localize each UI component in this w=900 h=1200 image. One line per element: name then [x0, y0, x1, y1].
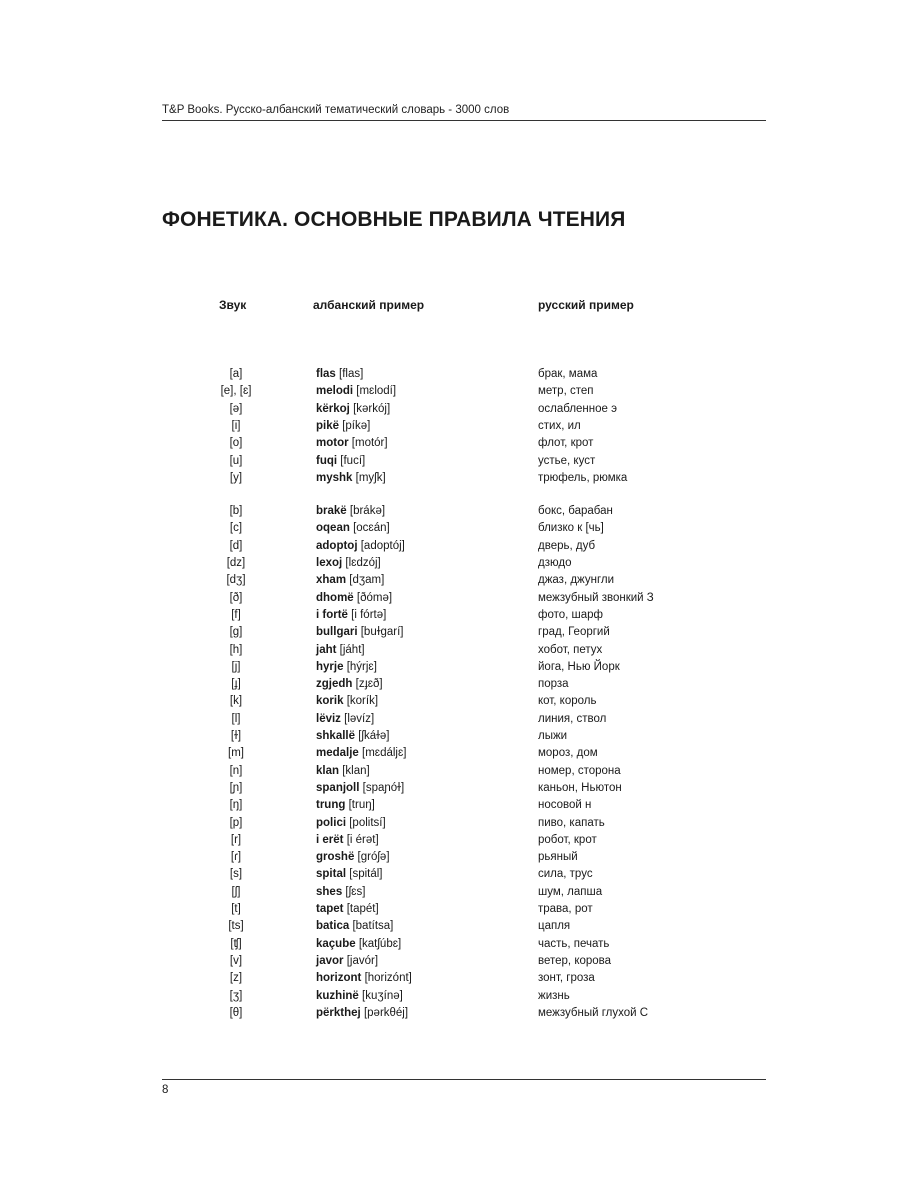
transcription: [myʃk]: [355, 471, 386, 484]
albanian-example-cell: [316, 832, 379, 849]
albanian-example-cell: [316, 988, 403, 1005]
table-row: [0, 555, 900, 572]
albanian-example-cell: [316, 435, 388, 452]
sound-cell: [ŋ]: [229, 799, 243, 812]
albanian-word: medalje: [316, 747, 359, 760]
russian-example-cell: жизнь: [538, 989, 570, 1002]
russian-example-cell: межзубный глухой С: [538, 1006, 649, 1019]
albanian-example-cell: [316, 797, 375, 814]
albanian-word: lëviz: [316, 712, 341, 725]
albanian-example-cell: [316, 918, 393, 935]
albanian-word: tapet: [316, 903, 344, 915]
transcription: [kərkój]: [353, 402, 391, 415]
albanian-example-cell: [316, 520, 390, 537]
table-row: [0, 676, 900, 693]
table-row: [0, 520, 900, 537]
russian-example-cell: ветер, корова: [538, 954, 612, 967]
header-divider: [162, 120, 766, 121]
russian-example-cell: часть, печать: [538, 937, 610, 950]
albanian-example-cell: [316, 418, 370, 435]
albanian-word: batica: [316, 920, 350, 933]
russian-example-cell: стих, ил: [538, 419, 581, 432]
table-row: [0, 572, 900, 589]
russian-example-cell: кот, король: [538, 695, 597, 708]
albanian-example-cell: [316, 659, 377, 676]
transcription: [jáht]: [339, 643, 365, 656]
albanian-word: fuqi: [316, 454, 338, 467]
table-row: [0, 988, 900, 1005]
table-row: [0, 538, 900, 555]
table-row: [0, 884, 900, 901]
table-row: [0, 1005, 900, 1022]
sound-cell: [dʒ]: [226, 574, 246, 587]
albanian-word: pikë: [316, 419, 340, 432]
transcription: [ʃɛs]: [345, 885, 366, 898]
sound-cell: [b]: [229, 505, 243, 518]
sound-cell: [n]: [229, 764, 243, 777]
russian-example-cell: номер, сторона: [538, 764, 621, 777]
table-row: [0, 849, 900, 866]
russian-example-cell: фото, шарф: [538, 608, 604, 621]
russian-example-cell: ослабленное э: [538, 402, 617, 415]
russian-example-cell: носовой н: [538, 799, 592, 812]
albanian-word: brakë: [316, 505, 347, 518]
russian-example-cell: рьяный: [538, 851, 578, 864]
table-row: [0, 453, 900, 470]
sound-cell: [e], [ɛ]: [220, 385, 252, 398]
albanian-word: javor: [316, 954, 344, 967]
albanian-example-cell: [316, 366, 363, 383]
sound-cell: [a]: [229, 368, 243, 380]
table-row: [0, 418, 900, 435]
table-row: [0, 401, 900, 418]
albanian-word: bullgari: [316, 626, 358, 639]
transcription: [i fórtə]: [351, 608, 387, 621]
transcription: [zɟɛð]: [355, 678, 383, 691]
table-row: [0, 607, 900, 624]
running-header: T&P Books. Русско-албанский тематический словарь - 3000 слов: [162, 104, 510, 116]
transcription: [ðómə]: [356, 591, 393, 604]
table-row: [0, 832, 900, 849]
albanian-example-cell: [316, 453, 365, 470]
column-header-sound: Звук: [219, 298, 247, 312]
transcription: [fucí]: [340, 454, 366, 467]
column-header-russian: русский пример: [538, 298, 634, 312]
sound-cell: [c]: [229, 522, 243, 535]
sound-cell: [t]: [231, 903, 241, 915]
russian-example-cell: близко к [чь]: [538, 522, 604, 535]
albanian-example-cell: [316, 866, 383, 883]
russian-example-cell: флот, крот: [538, 437, 594, 450]
albanian-example-cell: [316, 728, 389, 745]
table-row: [0, 901, 900, 918]
russian-example-cell: лыжи: [538, 730, 568, 742]
sound-cell: [u]: [229, 454, 243, 467]
albanian-example-cell: [316, 676, 383, 693]
albanian-word: korik: [316, 695, 344, 708]
albanian-word: i erët: [316, 833, 344, 846]
albanian-word: xham: [316, 574, 347, 587]
transcription: [mɛlodí]: [356, 385, 397, 398]
table-row: [0, 918, 900, 935]
table-row: [0, 970, 900, 987]
albanian-word: flas: [316, 368, 336, 380]
sound-cell: [d]: [229, 539, 243, 552]
albanian-example-cell: [316, 590, 392, 607]
albanian-word: kërkoj: [316, 402, 350, 415]
albanian-word: hyrje: [316, 660, 344, 673]
transcription: [klan]: [342, 764, 370, 777]
table-row: [0, 936, 900, 953]
russian-example-cell: межзубный звонкий З: [538, 591, 654, 604]
sound-cell: [z]: [229, 972, 243, 985]
transcription: [pərkθéj]: [363, 1006, 409, 1019]
albanian-example-cell: [316, 780, 404, 797]
transcription: [i érət]: [346, 833, 379, 846]
russian-example-cell: трюфель, рюмка: [538, 471, 628, 484]
albanian-example-cell: [316, 383, 396, 400]
albanian-example-cell: [316, 884, 365, 901]
sound-cell: [s]: [229, 868, 243, 881]
column-header-albanian: албанский пример: [313, 298, 425, 312]
albanian-example-cell: [316, 763, 370, 780]
russian-example-cell: шум, лапша: [538, 885, 603, 898]
sound-cell: [r]: [230, 833, 242, 846]
sound-cell: [l]: [231, 712, 241, 725]
albanian-example-cell: [316, 624, 404, 641]
table-row: [0, 693, 900, 710]
albanian-word: i fortë: [316, 608, 348, 621]
albanian-word: zgjedh: [316, 678, 353, 691]
albanian-example-cell: [316, 849, 390, 866]
transcription: [dʒam]: [349, 574, 385, 587]
russian-example-cell: устье, куст: [538, 454, 596, 467]
albanian-word: klan: [316, 764, 340, 777]
page-number: 8: [162, 1084, 169, 1096]
sound-cell: [θ]: [229, 1006, 243, 1019]
transcription: [spitál]: [349, 868, 383, 881]
albanian-word: kaçube: [316, 937, 356, 950]
albanian-example-cell: [316, 953, 378, 970]
transcription: [motór]: [351, 437, 388, 450]
table-row: [0, 503, 900, 520]
transcription: [javór]: [346, 954, 379, 967]
page-title: ФОНЕТИКА. ОСНОВНЫЕ ПРАВИЛА ЧТЕНИЯ: [162, 208, 626, 231]
albanian-example-cell: [316, 555, 381, 572]
russian-example-cell: дзюдо: [538, 557, 572, 569]
albanian-example-cell: [316, 970, 412, 987]
russian-example-cell: метр, степ: [538, 385, 594, 398]
albanian-example-cell: [316, 401, 390, 418]
albanian-example-cell: [316, 936, 401, 953]
sound-cell: [ɲ]: [229, 781, 243, 794]
sound-cell: [ə]: [229, 402, 243, 415]
transcription: [buɫgarí]: [360, 626, 404, 639]
russian-example-cell: мороз, дом: [538, 747, 598, 760]
albanian-word: kuzhinë: [316, 989, 359, 1002]
table-row: [0, 624, 900, 641]
transcription: [brákə]: [349, 505, 386, 518]
albanian-example-cell: [316, 1005, 408, 1022]
sound-cell: [ɾ]: [230, 851, 242, 864]
sound-cell: [j]: [231, 660, 241, 673]
russian-example-cell: пиво, капать: [538, 816, 605, 829]
albanian-example-cell: [316, 815, 386, 832]
russian-example-cell: брак, мама: [538, 368, 598, 380]
sound-cell: [ɟ]: [231, 678, 241, 691]
sound-cell: [ts]: [228, 920, 244, 933]
table-row: [0, 763, 900, 780]
albanian-example-cell: [316, 538, 405, 555]
albanian-word: përkthej: [316, 1006, 361, 1019]
albanian-word: myshk: [316, 471, 353, 484]
albanian-example-cell: [316, 642, 365, 659]
albanian-example-cell: [316, 711, 374, 728]
russian-example-cell: цапля: [538, 920, 571, 933]
transcription: [píkə]: [342, 419, 371, 432]
albanian-word: melodi: [316, 385, 354, 398]
transcription: [korík]: [346, 695, 379, 708]
sound-cell: [k]: [229, 695, 243, 708]
albanian-word: jaht: [316, 643, 337, 656]
russian-example-cell: порза: [538, 678, 569, 691]
albanian-word: spital: [316, 868, 347, 881]
russian-example-cell: трава, рот: [538, 903, 593, 915]
sound-cell: [dz]: [226, 557, 246, 569]
transcription: [ləvíz]: [344, 712, 375, 725]
russian-example-cell: дверь, дуб: [538, 539, 596, 552]
sound-cell: [p]: [229, 816, 243, 829]
sound-cell: [ɫ]: [230, 730, 242, 742]
transcription: [adoptój]: [360, 539, 405, 552]
table-row: [0, 590, 900, 607]
transcription: [katʃúbɛ]: [358, 937, 402, 950]
table-row: [0, 745, 900, 762]
russian-example-cell: зонт, гроза: [538, 972, 595, 985]
sound-cell: [ʒ]: [229, 989, 243, 1002]
table-row: [0, 435, 900, 452]
transcription: [lɛdzój]: [345, 557, 381, 569]
table-row: [0, 659, 900, 676]
transcription: [flas]: [339, 368, 364, 380]
footer-divider: [162, 1079, 766, 1080]
transcription: [kuʒínə]: [362, 989, 403, 1002]
table-row: [0, 728, 900, 745]
albanian-example-cell: [316, 503, 385, 520]
sound-cell: [g]: [229, 626, 243, 639]
sound-cell: [h]: [229, 643, 243, 656]
russian-example-cell: сила, трус: [538, 868, 593, 881]
table-row: [0, 711, 900, 728]
transcription: [truŋ]: [348, 799, 375, 812]
table-row: [0, 953, 900, 970]
transcription: [tapét]: [346, 903, 379, 915]
sound-cell: [y]: [229, 471, 243, 484]
table-row: [0, 866, 900, 883]
albanian-example-cell: [316, 470, 386, 487]
albanian-example-cell: [316, 572, 384, 589]
albanian-word: dhomë: [316, 591, 354, 604]
transcription: [spaɲóɫ]: [362, 781, 405, 794]
russian-example-cell: линия, ствол: [538, 712, 607, 725]
russian-example-cell: джаз, джунгли: [538, 574, 615, 587]
transcription: [gróʃə]: [357, 851, 390, 864]
table-row: [0, 815, 900, 832]
albanian-word: lexoj: [316, 557, 343, 569]
albanian-word: groshë: [316, 851, 355, 864]
sound-cell: [ð]: [229, 591, 243, 604]
sound-cell: [o]: [229, 437, 243, 450]
albanian-word: adoptoj: [316, 539, 358, 552]
transcription: [politsí]: [349, 816, 386, 829]
albanian-example-cell: [316, 607, 386, 624]
transcription: [batítsa]: [352, 920, 394, 933]
albanian-word: horizont: [316, 972, 362, 985]
albanian-word: oqean: [316, 522, 350, 535]
sound-cell: [ʧ]: [230, 937, 242, 950]
albanian-word: shes: [316, 885, 343, 898]
table-row: [0, 383, 900, 400]
table-row: [0, 642, 900, 659]
russian-example-cell: град, Георгий: [538, 626, 610, 639]
transcription: [horizónt]: [364, 972, 412, 985]
russian-example-cell: йога, Нью Йорк: [538, 660, 620, 673]
transcription: [mɛdáljɛ]: [362, 747, 407, 760]
russian-example-cell: хобот, петух: [538, 643, 603, 656]
sound-cell: [ʃ]: [231, 885, 241, 898]
albanian-example-cell: [316, 901, 379, 918]
transcription: [ocɛán]: [353, 522, 390, 535]
russian-example-cell: бокс, барабан: [538, 505, 613, 518]
table-row: [0, 366, 900, 383]
russian-example-cell: робот, крот: [538, 833, 597, 846]
albanian-example-cell: [316, 693, 378, 710]
table-row: [0, 470, 900, 487]
albanian-word: trung: [316, 799, 346, 812]
sound-cell: [f]: [231, 608, 241, 621]
albanian-word: motor: [316, 437, 349, 450]
sound-cell: [m]: [228, 747, 244, 760]
sound-cell: [v]: [229, 954, 243, 967]
transcription: [hýrjɛ]: [346, 660, 377, 673]
transcription: [ʃkáɫə]: [358, 730, 390, 742]
albanian-word: polici: [316, 816, 347, 829]
albanian-word: spanjoll: [316, 781, 360, 794]
albanian-word: shkallë: [316, 730, 355, 742]
albanian-example-cell: [316, 745, 406, 762]
russian-example-cell: каньон, Ньютон: [538, 781, 622, 794]
table-row: [0, 780, 900, 797]
table-row: [0, 797, 900, 814]
sound-cell: [i]: [231, 419, 241, 432]
